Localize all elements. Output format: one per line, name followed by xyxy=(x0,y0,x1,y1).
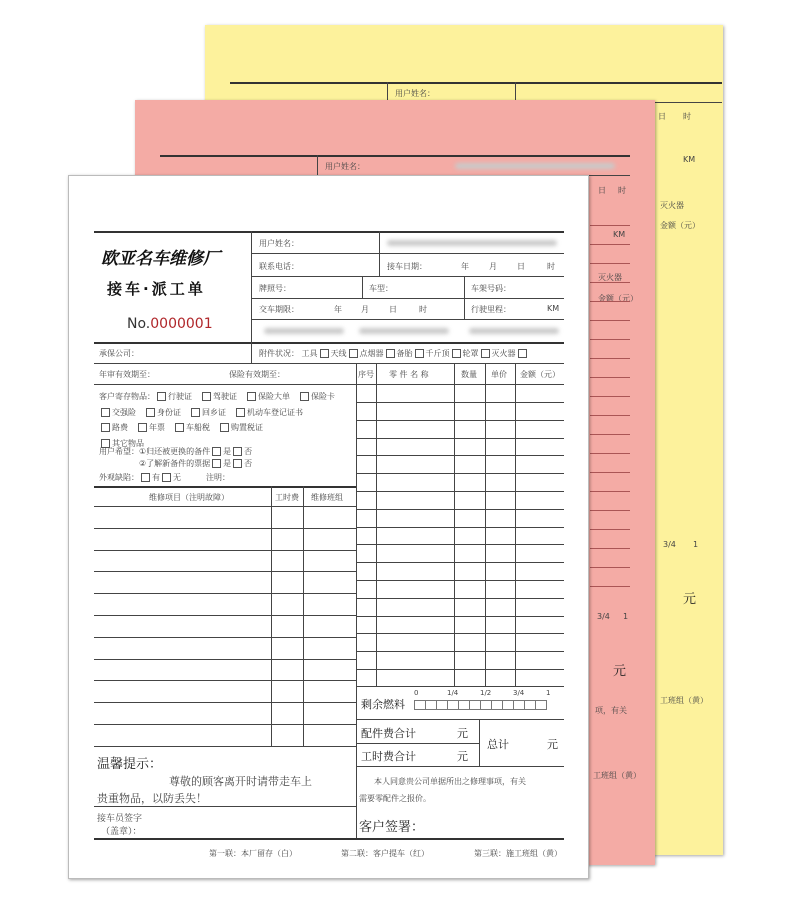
wishes-label: 用户希望： xyxy=(99,447,139,456)
part-row-line xyxy=(356,669,564,670)
grid-line xyxy=(590,377,630,378)
repair-row-line xyxy=(94,593,356,594)
grid-line xyxy=(590,339,630,340)
part-row-line xyxy=(356,580,564,581)
part-row-line xyxy=(356,598,564,599)
wish-receipt: ②了解新备件的票据 xyxy=(139,459,211,468)
grid-line xyxy=(590,434,630,435)
yuan-label: 元 xyxy=(457,727,468,740)
name-label: 用户姓名： xyxy=(325,162,365,171)
name-label: 用户姓名： xyxy=(395,89,435,98)
amount-header: 金额（元） xyxy=(660,221,700,230)
year-label: 年 xyxy=(334,305,342,314)
hour-label: 时 xyxy=(547,262,555,271)
notice-title: 温馨提示： xyxy=(97,757,163,772)
grand-total-label: 总计 xyxy=(487,738,509,751)
labor-fee-header: 工时费 xyxy=(275,493,299,502)
copy3-label: 第三联：施工班组（黄） xyxy=(474,849,562,858)
seq-header: 序号 xyxy=(358,370,374,379)
yes-checkbox[interactable] xyxy=(212,459,221,468)
accessory-checkbox[interactable] xyxy=(518,349,527,358)
form-title: 接车·派工单 xyxy=(107,280,206,298)
km-label: KM xyxy=(683,155,696,164)
copy2-label: 第二联：客户提车（红） xyxy=(341,849,429,858)
day-label: 日 xyxy=(389,305,397,314)
deposit-item-label: 交强险 xyxy=(112,407,136,417)
no-label: 否 xyxy=(244,447,253,456)
wish-return-parts: ①归还被更换的备件 xyxy=(139,447,211,456)
deposit-checkbox[interactable] xyxy=(300,392,309,401)
parts-total-label: 配件费合计 xyxy=(361,727,416,740)
fuel-tick: 3/4 xyxy=(597,612,610,621)
part-row-line xyxy=(356,651,564,652)
accessory-label: 备胎 xyxy=(396,349,413,358)
deposit-checkbox[interactable] xyxy=(236,408,245,417)
fuel-tick: 1/4 xyxy=(447,689,459,697)
qty-header: 数量 xyxy=(461,370,477,379)
deposit-checkbox[interactable] xyxy=(175,423,184,432)
accessory-checkbox[interactable] xyxy=(452,349,461,358)
deposit-checkbox[interactable] xyxy=(101,423,110,432)
copy-label: 工班组（黄） xyxy=(593,771,641,780)
part-row-line xyxy=(356,527,564,528)
deposit-label: 客户寄存物品： xyxy=(99,392,155,401)
grid-line xyxy=(590,301,630,302)
deposit-item-label: 驾驶证 xyxy=(213,392,237,401)
repair-item-header: 维修项目（注明故障） xyxy=(149,493,229,502)
grid-line xyxy=(590,320,630,321)
phone-label: 联系电话： xyxy=(259,262,299,271)
deposit-item-label: 购置税证 xyxy=(231,423,263,432)
extinguisher-label: 灭火器 xyxy=(660,201,684,210)
receiver-stamp-label: （盖章）： xyxy=(101,827,142,837)
grid-line xyxy=(590,586,630,587)
accessory-checkbox[interactable] xyxy=(415,349,424,358)
deposit-item-label: 身份证 xyxy=(157,407,181,417)
hour-label: 时 xyxy=(419,305,427,314)
inspection-label: 年审有效期至： xyxy=(99,370,155,379)
grid-line xyxy=(590,472,630,473)
part-row-line xyxy=(356,402,564,403)
fuel-cell[interactable] xyxy=(535,700,547,710)
parts-header-line xyxy=(356,384,564,385)
notice-line2: 贵重物品，以防丢失！ xyxy=(97,792,207,805)
accessory-checkbox[interactable] xyxy=(320,349,329,358)
pickup-date-label: 接车日期： xyxy=(387,262,427,271)
grid-line xyxy=(590,510,630,511)
plate-label: 牌照号： xyxy=(259,284,291,293)
repair-row-line xyxy=(94,680,356,681)
part-row-line xyxy=(356,420,564,421)
fuel-tick: 3/4 xyxy=(513,689,525,697)
labor-total-label: 工时费合计 xyxy=(361,750,416,763)
fuel-gauge[interactable] xyxy=(414,700,546,710)
part-row-line xyxy=(356,686,564,687)
grid-line xyxy=(590,263,630,264)
none-checkbox[interactable] xyxy=(162,473,171,482)
repair-row-line xyxy=(94,528,356,529)
deposit-item-label: 回乡证 xyxy=(202,407,226,417)
agreement-line2: 需要零配件之报价。 xyxy=(359,794,431,803)
yuan-label: 元 xyxy=(683,592,697,607)
yes-label: 是 xyxy=(223,459,232,468)
fuel-tick: 1 xyxy=(623,612,629,621)
serial-number xyxy=(127,316,213,332)
part-row-line xyxy=(356,616,564,617)
note-label: 注明： xyxy=(206,473,230,482)
grid-line xyxy=(590,491,630,492)
receiver-sign-label: 接车员签字 xyxy=(97,814,143,824)
fuel-label: 剩余燃料 xyxy=(361,698,405,711)
deposit-item-label: 年票 xyxy=(149,423,165,432)
delivery-label: 交车期限： xyxy=(259,305,299,314)
grid-line xyxy=(590,396,630,397)
name-label: 用户姓名： xyxy=(259,239,299,248)
has-checkbox[interactable] xyxy=(141,473,150,482)
accessory-label: 千斤顶 xyxy=(425,349,450,358)
no-checkbox[interactable] xyxy=(233,447,242,456)
part-name-header: 零 件 名 称 xyxy=(389,370,429,379)
grid-line xyxy=(590,415,630,416)
insurer-label: 承保公司： xyxy=(99,349,139,358)
serial-prefix: No. xyxy=(127,316,151,332)
yes-checkbox[interactable] xyxy=(212,447,221,456)
amount-header: 金额（元） xyxy=(520,370,560,379)
yuan-label: 元 xyxy=(547,738,558,751)
part-row-line xyxy=(356,509,564,510)
accessory-checkbox[interactable] xyxy=(349,349,358,358)
month-label: 月 xyxy=(489,262,497,271)
notice-line1: 尊敬的顾客离开时请带走车上 xyxy=(169,775,312,788)
fuel-tick: 1/2 xyxy=(480,689,492,697)
fuel-tick: 1 xyxy=(693,540,699,549)
agreement-line1: 本人同意贵公司单据所出之修理事项，有关 xyxy=(374,777,526,786)
km-label: KM xyxy=(613,230,626,239)
grid-line xyxy=(590,529,630,530)
extinguisher-label: 灭火器 xyxy=(598,273,622,282)
accessory-label: 点烟器 xyxy=(359,349,384,358)
deposit-item-label: 车船税 xyxy=(186,423,210,432)
deposit-checkbox[interactable] xyxy=(191,408,200,417)
repair-team-header: 维修班组 xyxy=(311,493,343,502)
mileage-label: 行驶里程： xyxy=(471,305,511,314)
repair-row-line xyxy=(94,702,356,703)
accessory-checkbox[interactable] xyxy=(481,349,490,358)
part-row-line xyxy=(356,438,564,439)
has-label: 有 xyxy=(152,473,160,482)
accessory-checkbox[interactable] xyxy=(386,349,395,358)
deposit-item-label: 路费 xyxy=(112,423,128,432)
grid-line xyxy=(590,244,630,245)
accessory-label: 工具 xyxy=(301,349,318,358)
deposit-checkbox[interactable] xyxy=(138,423,147,432)
deposit-item-label: 行驶证 xyxy=(168,392,192,401)
repair-row-line xyxy=(94,550,356,551)
accessory-label: 天线 xyxy=(330,349,347,358)
amount-header: 金额（元） xyxy=(598,294,638,303)
model-label: 车型： xyxy=(369,284,393,293)
repair-row-line xyxy=(94,506,356,507)
day-label: 日 xyxy=(517,262,525,271)
accessories-row xyxy=(259,348,529,359)
km-label: KM xyxy=(547,304,560,313)
deposit-item-label: 保险卡 xyxy=(311,392,335,401)
damage-label: 外观缺陷： xyxy=(99,473,139,482)
accessories-label: 附件状况： xyxy=(259,349,299,358)
company-name: 欧亚名车维修厂 xyxy=(101,249,220,269)
white-copy-sheet xyxy=(68,175,589,879)
no-label: 否 xyxy=(244,459,253,468)
copy-label: 工班组（黄） xyxy=(660,696,708,705)
part-row-line xyxy=(356,491,564,492)
customer-signature-label: 客户签署： xyxy=(359,820,425,835)
vin-label: 车架号码： xyxy=(471,284,511,293)
year-label: 年 xyxy=(461,262,469,271)
no-checkbox[interactable] xyxy=(233,459,242,468)
deposit-checkbox[interactable] xyxy=(247,392,256,401)
wishes-section xyxy=(99,446,252,484)
grid-line xyxy=(590,358,630,359)
part-row-line xyxy=(356,562,564,563)
grid-line xyxy=(590,453,630,454)
part-row-line xyxy=(356,455,564,456)
repair-row-line xyxy=(94,659,356,660)
yuan-label: 元 xyxy=(457,750,468,763)
deposit-checkbox[interactable] xyxy=(101,408,110,417)
deposit-item-label: 保险大单 xyxy=(258,392,290,401)
deposit-checkbox[interactable] xyxy=(146,408,155,417)
fuel-tick: 0 xyxy=(414,689,419,697)
fuel-tick: 1 xyxy=(546,689,551,697)
deposit-checkbox[interactable] xyxy=(202,392,211,401)
repair-row-line xyxy=(94,615,356,616)
part-row-line xyxy=(356,544,564,545)
serial-value: 0000001 xyxy=(150,316,213,332)
repair-row-line xyxy=(94,637,356,638)
grid-line xyxy=(590,548,630,549)
accessory-label: 轮罩 xyxy=(462,349,479,358)
deposit-checkbox[interactable] xyxy=(220,423,229,432)
part-row-line xyxy=(356,633,564,634)
yuan-label: 元 xyxy=(613,664,627,679)
fuel-tick: 3/4 xyxy=(663,540,676,549)
hour-label: 时 xyxy=(683,112,691,121)
hour-label: 时 xyxy=(618,186,626,195)
insurance-label: 保险有效期至： xyxy=(229,370,285,379)
part-row-line xyxy=(356,473,564,474)
grid-line xyxy=(590,225,630,226)
deposit-checkbox[interactable] xyxy=(157,392,166,401)
note-fragment: 项，有关 xyxy=(595,706,627,715)
unit-price-header: 单价 xyxy=(491,370,507,379)
copy1-label: 第一联：本厂留存（白） xyxy=(209,849,297,858)
month-label: 月 xyxy=(361,305,369,314)
yes-label: 是 xyxy=(223,447,232,456)
day-label: 日 xyxy=(658,112,666,121)
deposit-section xyxy=(99,389,354,451)
deposit-item-label: 机动车登记证书 xyxy=(247,407,303,417)
accessory-label: 灭火器 xyxy=(491,349,516,358)
repair-row-line xyxy=(94,571,356,572)
none-label: 无 xyxy=(173,473,181,482)
day-label: 日 xyxy=(598,186,606,195)
deposit-item-label: 其它物品 xyxy=(112,438,144,448)
grid-line xyxy=(590,282,630,283)
repair-row-line xyxy=(94,724,356,725)
grid-line xyxy=(590,567,630,568)
